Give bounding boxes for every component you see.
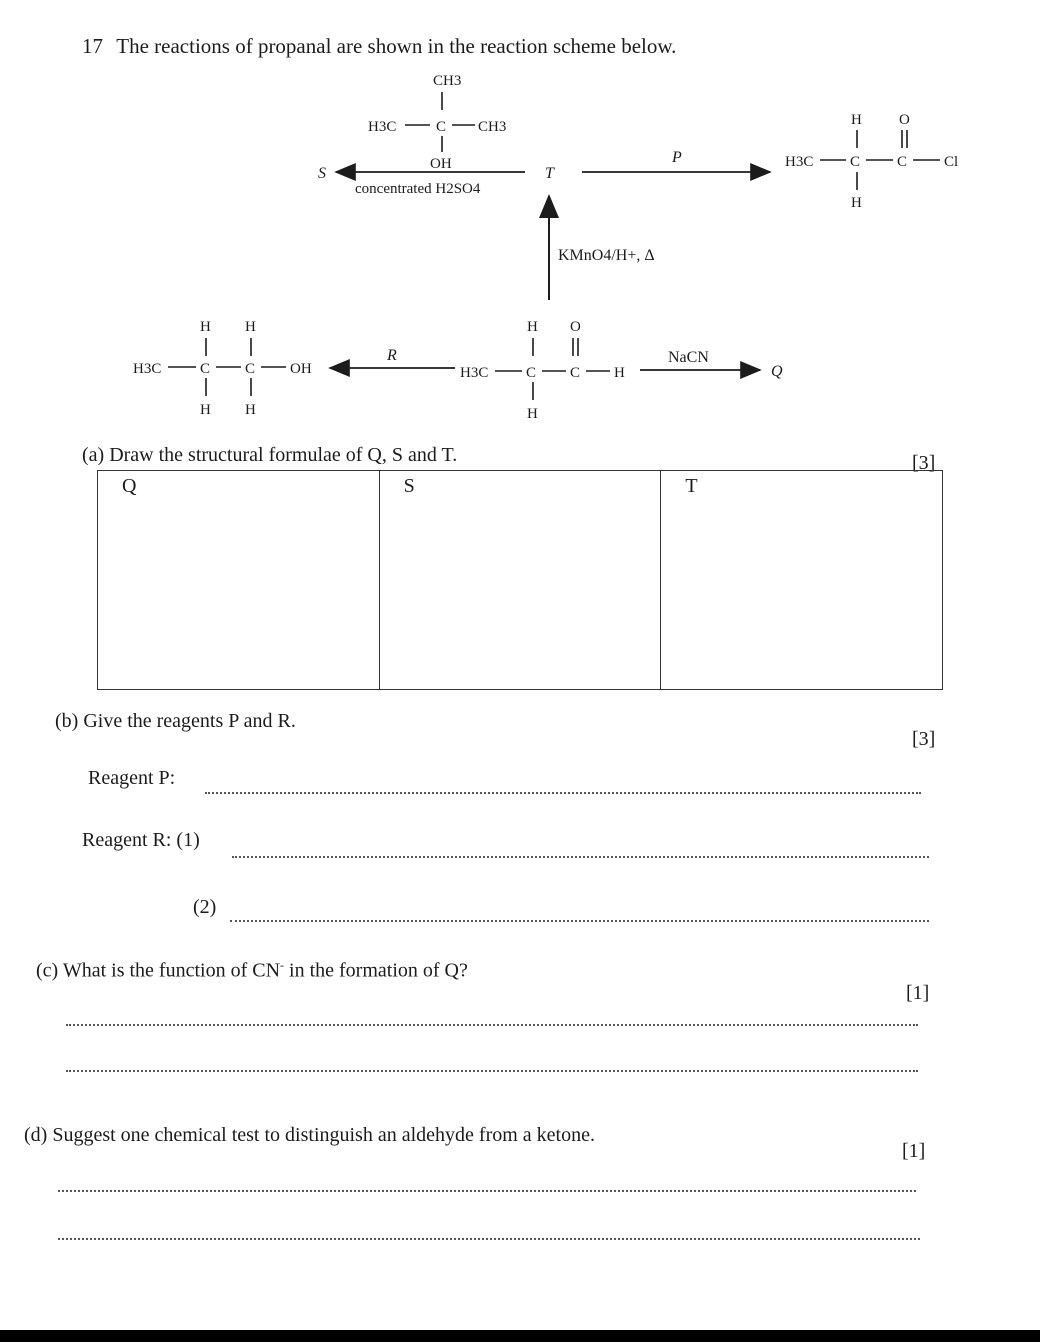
svg-text:C: C bbox=[570, 365, 581, 381]
svg-text:O: O bbox=[570, 319, 581, 335]
answer-box-q[interactable] bbox=[98, 471, 380, 689]
propanol-structure bbox=[133, 319, 312, 418]
label-q: Q bbox=[771, 363, 783, 380]
propanol-oh-label: OH bbox=[290, 361, 312, 377]
reagent-p-answer-line[interactable] bbox=[205, 792, 921, 794]
oxidation-reagent-label: KMnO4/H+, Δ bbox=[558, 247, 655, 264]
oh-label: OH bbox=[430, 156, 452, 172]
answer-boxes bbox=[97, 470, 943, 690]
svg-text:C: C bbox=[200, 361, 211, 377]
right-ch3-label: CH3 bbox=[478, 119, 507, 135]
top-ch3-label: CH3 bbox=[433, 73, 462, 89]
part-d-answer-line-2[interactable] bbox=[58, 1238, 920, 1240]
svg-text:H: H bbox=[200, 402, 211, 418]
question-number: 17 bbox=[82, 34, 103, 58]
part-d-answer-line-1[interactable] bbox=[58, 1190, 916, 1192]
svg-text:H: H bbox=[245, 402, 256, 418]
reagent-r2-label: (2) bbox=[193, 896, 217, 918]
svg-text:C: C bbox=[436, 119, 447, 135]
svg-text:H: H bbox=[527, 319, 538, 335]
tert-butanol-structure bbox=[368, 73, 506, 172]
label-s: S bbox=[318, 165, 326, 182]
svg-text:Cl: Cl bbox=[944, 154, 959, 170]
part-d-text: (d) Suggest one chemical test to distinguish an aldehyde from a ketone. bbox=[24, 1124, 595, 1146]
label-p: P bbox=[672, 149, 682, 166]
part-a-text: (a) Draw the structural formulae of Q, S and T. bbox=[82, 444, 458, 466]
conc-h2so4-label: concentrated H2SO4 bbox=[355, 181, 481, 197]
answer-box-t[interactable] bbox=[661, 471, 942, 689]
part-c-answer-line-2[interactable] bbox=[66, 1070, 918, 1072]
part-c-marks: [1] bbox=[906, 982, 930, 1004]
propanal-structure bbox=[460, 319, 625, 422]
svg-text:H: H bbox=[614, 365, 625, 381]
svg-text:C: C bbox=[897, 154, 908, 170]
question-intro: The reactions of propanal are shown in the reaction scheme below. bbox=[116, 34, 677, 58]
svg-text:H: H bbox=[245, 319, 256, 335]
svg-text:O: O bbox=[899, 112, 910, 128]
part-c-text: (c) What is the function of CN- in the formation of Q? bbox=[36, 958, 468, 982]
reagent-r2-answer-line[interactable] bbox=[230, 920, 929, 922]
box-label-q: Q bbox=[122, 475, 137, 497]
reaction-scheme bbox=[0, 0, 1040, 440]
bottom-border bbox=[0, 1330, 1040, 1342]
svg-text:H3C: H3C bbox=[785, 154, 814, 170]
svg-text:H3C: H3C bbox=[133, 361, 162, 377]
svg-text:C: C bbox=[850, 154, 861, 170]
part-c-answer-line-1[interactable] bbox=[66, 1024, 918, 1026]
svg-text:H3C: H3C bbox=[460, 365, 489, 381]
svg-text:H: H bbox=[200, 319, 211, 335]
left-h3c-label: H3C bbox=[368, 119, 397, 135]
part-b-text: (b) Give the reagents P and R. bbox=[55, 710, 296, 732]
part-d-marks: [1] bbox=[902, 1140, 926, 1162]
reagent-r1-label: Reagent R: (1) bbox=[82, 829, 200, 851]
svg-text:H: H bbox=[527, 406, 538, 422]
propanoyl-chloride-structure bbox=[785, 112, 958, 211]
box-label-s: S bbox=[403, 475, 415, 497]
reagent-p-label: Reagent P: bbox=[88, 767, 176, 789]
svg-text:H: H bbox=[851, 195, 862, 211]
nacn-label: NaCN bbox=[668, 349, 709, 366]
part-a-marks: [3] bbox=[912, 452, 936, 474]
svg-text:H: H bbox=[851, 112, 862, 128]
answer-box-s[interactable] bbox=[380, 471, 662, 689]
svg-text:C: C bbox=[526, 365, 537, 381]
box-label-t: T bbox=[685, 475, 698, 497]
label-t: T bbox=[545, 165, 554, 182]
reagent-r1-answer-line[interactable] bbox=[232, 856, 929, 858]
part-b-marks: [3] bbox=[912, 728, 936, 750]
label-r: R bbox=[387, 347, 397, 364]
svg-text:C: C bbox=[245, 361, 256, 377]
